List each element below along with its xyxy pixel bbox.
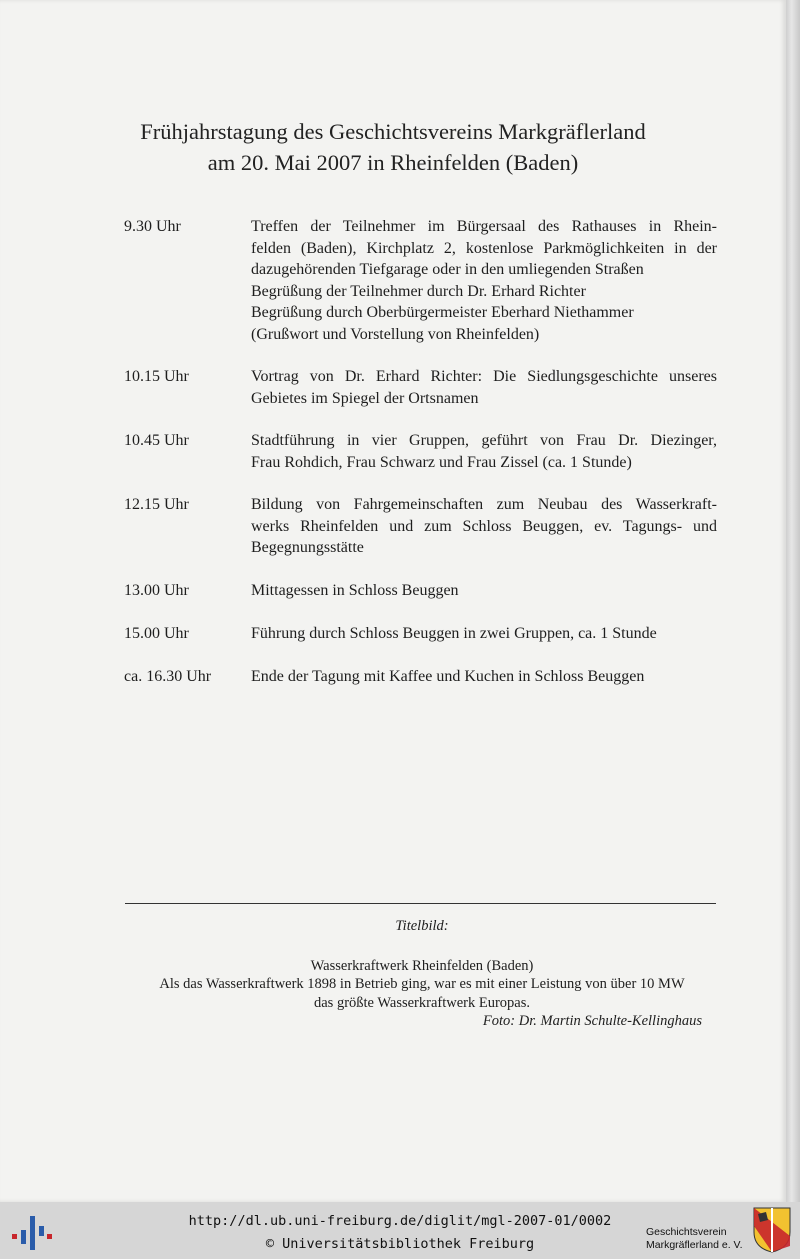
desc-line: Ende der Tagung mit Kaffee und Kuchen in Schloss Beuggen [251, 668, 645, 685]
entry-time: 13.00 Uhr [124, 582, 189, 599]
title-line-1: Frühjahrstagung des Geschichtsvereins Markgräflerland [140, 119, 646, 144]
photo-credit: Foto: Dr. Martin Schulte-Kellinghaus [482, 1013, 702, 1029]
entry-description [251, 430, 717, 473]
desc-line: werks Rheinfelden und zum Schloss Beuggen, ev. Tagungs- und [251, 517, 717, 535]
desc-line: Führung durch Schloss Beuggen in zwei Gruppen, ca. 1 Stunde [251, 625, 657, 642]
caption-text-line: das größte Wasserkraftwerk Europas. [314, 995, 530, 1011]
caption-text-line: Als das Wasserkraftwerk 1898 in Betrieb ging, war es mit einer Leistung von über 10 MW [159, 976, 685, 992]
horizontal-rule [125, 903, 716, 904]
desc-line: Begrüßung der Teilnehmer durch Dr. Erhard Richter [251, 282, 586, 300]
caption-title: Wasserkraftwerk Rheinfelden (Baden) [310, 958, 534, 974]
desc-line: felden (Baden), Kirchplatz 2, kostenlose Parkmöglichkeiten in der [251, 239, 717, 257]
entry-time: ca. 16.30 Uhr [124, 668, 212, 685]
footer-bar [0, 1202, 800, 1259]
desc-line: Treffen der Teilnehmer im Bürgersaal des Rathauses in Rhein- [251, 218, 717, 235]
entry-description [251, 666, 717, 688]
desc-line: Mittagessen in Schloss Beuggen [251, 582, 459, 599]
entry-description [251, 494, 717, 559]
society-name-line-1: Geschichtsverein [646, 1226, 727, 1238]
desc-line: dazugehörenden Tiefgarage oder in den umliegenden Straßen [251, 261, 644, 278]
desc-line: Frau Rohdich, Frau Schwarz und Frau Zissel (ca. 1 Stunde) [251, 453, 632, 471]
entry-time: 12.15 Uhr [124, 496, 189, 513]
entry-description [251, 366, 717, 409]
entry-description [251, 216, 717, 345]
desc-line: Begrüßung durch Oberbürgermeister Eberhard Niethammer [251, 304, 634, 321]
page-title [0, 116, 786, 178]
desc-line: Stadtführung in vier Gruppen, geführt von Frau Dr. Diezinger, [251, 432, 717, 449]
society-name [646, 1226, 743, 1252]
entry-time: 10.45 Uhr [124, 432, 189, 449]
title-line-2: am 20. Mai 2007 in Rheinfelden (Baden) [207, 150, 579, 175]
permalink-url[interactable]: http://dl.ub.uni-freiburg.de/diglit/mgl-2007-01/0002 [188, 1213, 612, 1229]
desc-line: Vortrag von Dr. Erhard Richter: Die Siedlungsgeschichte unseres [251, 368, 717, 385]
copyright-notice: © Universitätsbibliothek Freiburg [265, 1236, 535, 1252]
desc-line: Begegnungsstätte [251, 539, 364, 556]
society-name-line-2: Markgräflerland e. V. [646, 1239, 743, 1251]
desc-line: (Grußwort und Vorstellung von Rheinfelden) [251, 325, 540, 343]
entry-time: 10.15 Uhr [124, 368, 189, 385]
coat-of-arms-icon[interactable] [752, 1206, 792, 1254]
entry-time: 9.30 Uhr [124, 218, 181, 235]
entry-description [251, 623, 717, 645]
page-edge [786, 0, 800, 1202]
desc-line: Bildung von Fahrgemeinschaften zum Neubau des Wasserkraft- [251, 496, 717, 513]
caption-label: Titelbild: [395, 918, 449, 934]
entry-time: 15.00 Uhr [124, 625, 189, 642]
entry-description [251, 580, 717, 602]
desc-line: Gebietes im Spiegel der Ortsnamen [251, 389, 479, 407]
